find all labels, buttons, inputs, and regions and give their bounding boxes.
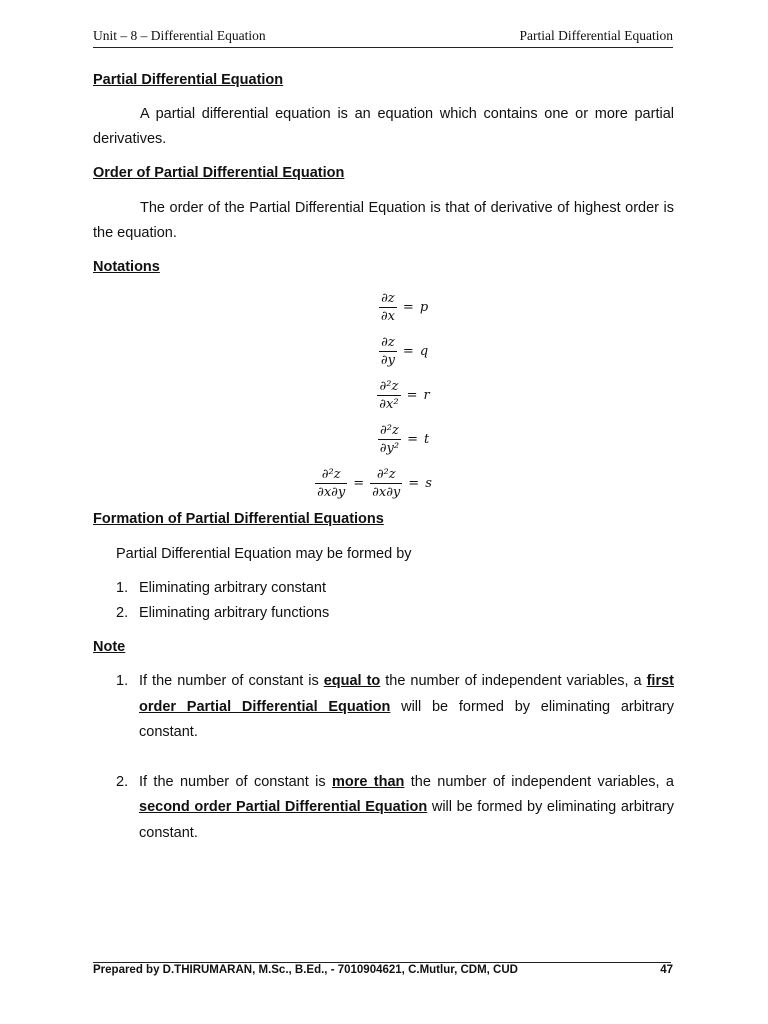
numerator: ∂z (381, 291, 395, 306)
list-text: Eliminating arbitrary constant (139, 580, 326, 596)
note-list (93, 669, 674, 846)
emphasis-text: equal to (323, 673, 381, 689)
note-text: If the number of constant is (139, 673, 324, 689)
numerator: ∂²z (380, 423, 399, 438)
list-number: 1. (116, 673, 129, 689)
pde-definition: A partial differential equation is an equation which contains one or more partial derivatives. (93, 106, 674, 147)
notation-symbol: q (419, 344, 429, 359)
note-text: If the number of constant is (139, 773, 332, 790)
denominator: ∂x (380, 309, 395, 324)
fraction (370, 466, 402, 501)
notation-symbol: r (423, 388, 430, 403)
page-content (93, 68, 674, 846)
footer-divider (93, 962, 671, 963)
page-footer (93, 964, 673, 976)
equals-sign: = (408, 476, 420, 491)
fraction (379, 334, 397, 369)
fraction (377, 378, 400, 413)
notation-q (379, 334, 428, 369)
page-number: 47 (660, 964, 673, 976)
equals-sign: = (402, 300, 414, 315)
notation-t (378, 422, 429, 457)
note-text: will be formed by eliminating arbitrary constant. (139, 799, 674, 841)
fraction (378, 422, 401, 457)
order-definition: The order of the Partial Differential Equation is that of derivative of highest order is the equation. (93, 200, 674, 241)
numerator: ∂²z (321, 467, 341, 482)
denominator: ∂y² (379, 441, 400, 456)
emphasis-text: second order Partial Differential Equation (139, 799, 428, 815)
list-item (93, 770, 674, 847)
emphasis-text: more than (331, 773, 405, 790)
equals-sign: = (402, 344, 414, 359)
list-text: Eliminating arbitrary functions (139, 605, 330, 621)
note-text: will be formed by eliminating arbitrary constant. (139, 698, 674, 740)
list-number: 2. (116, 605, 129, 621)
list-item (93, 601, 674, 626)
header-unit-title: Unit – 8 – Differential Equation (93, 28, 266, 43)
order-heading: Order of Partial Differential Equation (93, 165, 345, 181)
footer-author: Prepared by D.THIRUMARAN, M.Sc., B.Ed., - 7010904621, C.Mutlur, CDM, CUD (93, 964, 518, 976)
list-number: 1. (116, 580, 129, 596)
notation-symbol: s (425, 476, 432, 491)
emphasis-text: first order Partial Differential Equation (139, 673, 674, 715)
formation-heading: Formation of Partial Differential Equations (93, 511, 384, 527)
equals-sign: = (407, 432, 418, 447)
list-item (93, 576, 674, 601)
notation-s (315, 466, 432, 501)
notations-block (93, 290, 674, 507)
list-number: 2. (116, 773, 129, 790)
fraction (315, 466, 347, 501)
notation-symbol: t (423, 432, 430, 447)
numerator: ∂²z (376, 467, 396, 482)
notation-symbol: p (419, 300, 429, 315)
note-heading: Note (93, 639, 126, 655)
notation-p (379, 290, 428, 325)
note-text: the number of independent variables, a (380, 673, 647, 689)
notation-r (377, 378, 429, 413)
denominator: ∂y (380, 353, 395, 368)
formation-intro: Partial Differential Equation may be formed by (116, 546, 412, 562)
equals-sign: = (406, 388, 418, 403)
pde-heading: Partial Differential Equation (93, 72, 284, 88)
equals-sign: = (353, 476, 365, 491)
numerator: ∂z (381, 335, 395, 350)
denominator: ∂x² (379, 397, 399, 412)
denominator: ∂x∂y (372, 485, 401, 500)
numerator: ∂²z (379, 379, 399, 394)
header-topic-title: Partial Differential Equation (519, 28, 673, 43)
note-text: the number of independent variables, a (404, 773, 674, 790)
list-item (93, 669, 674, 746)
denominator: ∂x∂y (317, 485, 346, 500)
fraction (379, 290, 397, 325)
page-header (93, 27, 673, 48)
notations-heading: Notations (93, 259, 160, 275)
formation-list (93, 576, 674, 626)
